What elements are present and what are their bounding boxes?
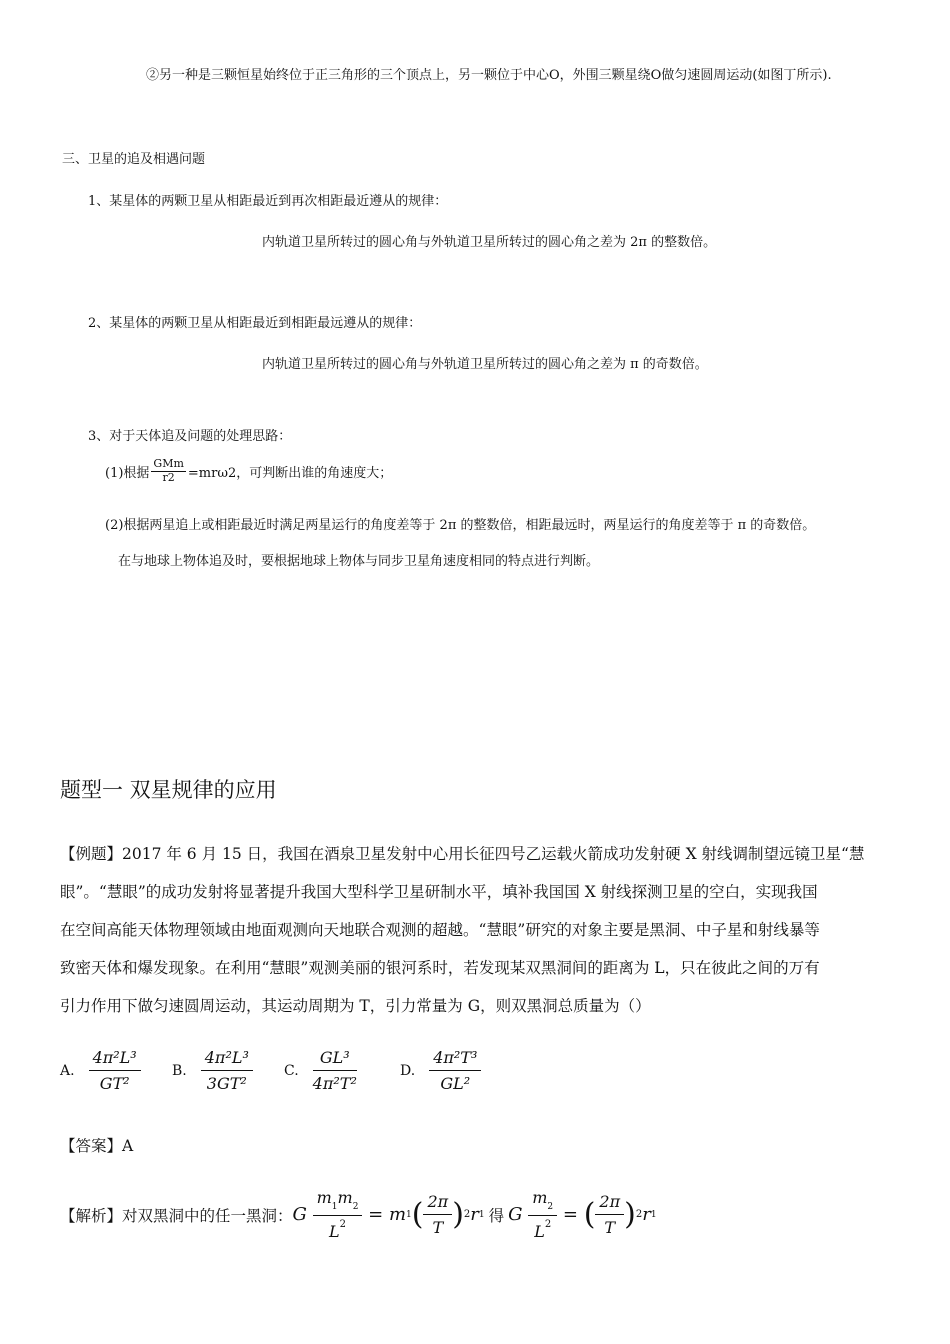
step-2-continuation: 在与地球上物体追及时，要根据地球上物体与同步卫星角速度相同的特点进行判断。 [118, 554, 600, 569]
step-1-prefix: (1)根据 [105, 465, 150, 481]
analysis-formula-2: G $\frac{m_2}{L^2}$ = ( $\frac{2\pi}{T}$ ) 2 r 1 [508, 1188, 657, 1241]
option-b-denominator: 3GT² [206, 1074, 247, 1093]
rule-2: 内轨道卫星所转过的圆心角与外轨道卫星所转过的圆心角之差为 π 的奇数倍。 [262, 357, 708, 372]
option-c-label: C. [284, 1062, 299, 1079]
step-2: (2)根据两星追上或相距最近时满足两星运行的角度差等于 2π 的整数倍，相距最远时，两星运行的角度差等于 π 的奇数倍。 [105, 518, 816, 533]
option-d-fraction [429, 1048, 481, 1093]
item-3: 3、对于天体追及问题的处理思路： [88, 429, 292, 444]
example-line-3: 在空间高能天体物理领域由地面观测向天地联合观测的超越。“慧眼”研究的对象主要是黑洞、中子星和射线暴等 [60, 921, 820, 939]
option-b-numerator: 4π²L³ [201, 1048, 253, 1071]
option-a-label: A. [60, 1062, 75, 1079]
rule-1: 内轨道卫星所转过的圆心角与外轨道卫星所转过的圆心角之差为 2π 的整数倍。 [262, 235, 717, 250]
example-line-5: 引力作用下做匀速圆周运动，其运动周期为 T，引力常量为 G，则双黑洞总质量为（） [60, 997, 651, 1015]
analysis-formula-1: G $\frac{m_1m_2}{L^2}$ = m 1 ( $\frac{2\pi}{T}$ ) 2 r 1 [292, 1188, 485, 1241]
example-line-2: 眼”。“慧眼”的成功发射将显著提升我国大型科学卫星研制水平，填补我国国 X 射线探测卫星的空白，实现我国 [60, 883, 818, 901]
item-2: 2、某星体的两颗卫星从相距最近到相距最远遵从的规律： [88, 316, 422, 331]
analysis-prefix: 【解析】对双黑洞中的任一黑洞： [60, 1206, 293, 1225]
option-a-numerator: 4π²L³ [89, 1048, 141, 1071]
option-c[interactable] [284, 1048, 357, 1093]
top-line: ②另一种是三颗恒星始终位于正三角形的三个顶点上，另一颗位于中心O，外围三颗星绕O做匀速圆周运动(如图丁所示). [146, 68, 832, 83]
option-b-label: B. [172, 1062, 187, 1079]
step-1-fraction [151, 458, 185, 484]
option-d-denominator: GL² [440, 1074, 471, 1093]
step-1-fraction-numerator: GMm [153, 457, 184, 470]
option-a-fraction [89, 1048, 141, 1093]
section-title: 三、卫星的追及相遇问题 [62, 152, 206, 167]
analysis-connector: 得 [488, 1206, 505, 1225]
example-line-4: 致密天体和爆发现象。在利用“慧眼”观测美丽的银河系时，若发现某双黑洞间的距离为 L，只在彼此之间的万有 [60, 959, 820, 977]
option-d[interactable] [400, 1048, 481, 1093]
option-c-denominator: 4π²T² [312, 1074, 357, 1093]
item-1: 1、某星体的两颗卫星从相距最近到再次相距最近遵从的规律： [88, 194, 448, 209]
option-a[interactable] [60, 1048, 141, 1093]
step-1-fraction-denominator: r2 [162, 470, 175, 484]
option-a-denominator: GT² [99, 1074, 130, 1093]
step-1-suffix: =mrω2，可判断出谁的角速度大； [187, 465, 393, 481]
option-c-fraction [313, 1048, 357, 1093]
question-type-heading: 题型一 双星规律的应用 [60, 778, 277, 802]
option-c-numerator: GL³ [313, 1048, 357, 1071]
option-d-numerator: 4π²T³ [429, 1048, 481, 1071]
analysis [60, 1188, 657, 1241]
example-line-1: 【例题】2017 年 6 月 15 日，我国在酒泉卫星发射中心用长征四号乙运载火箭成功发射硬 X 射线调制望远镜卫星“慧 [60, 845, 865, 863]
step-1 [105, 458, 392, 484]
option-b[interactable] [172, 1048, 253, 1093]
option-d-label: D. [400, 1062, 416, 1079]
answer: 【答案】A [60, 1137, 134, 1155]
option-b-fraction [201, 1048, 253, 1093]
